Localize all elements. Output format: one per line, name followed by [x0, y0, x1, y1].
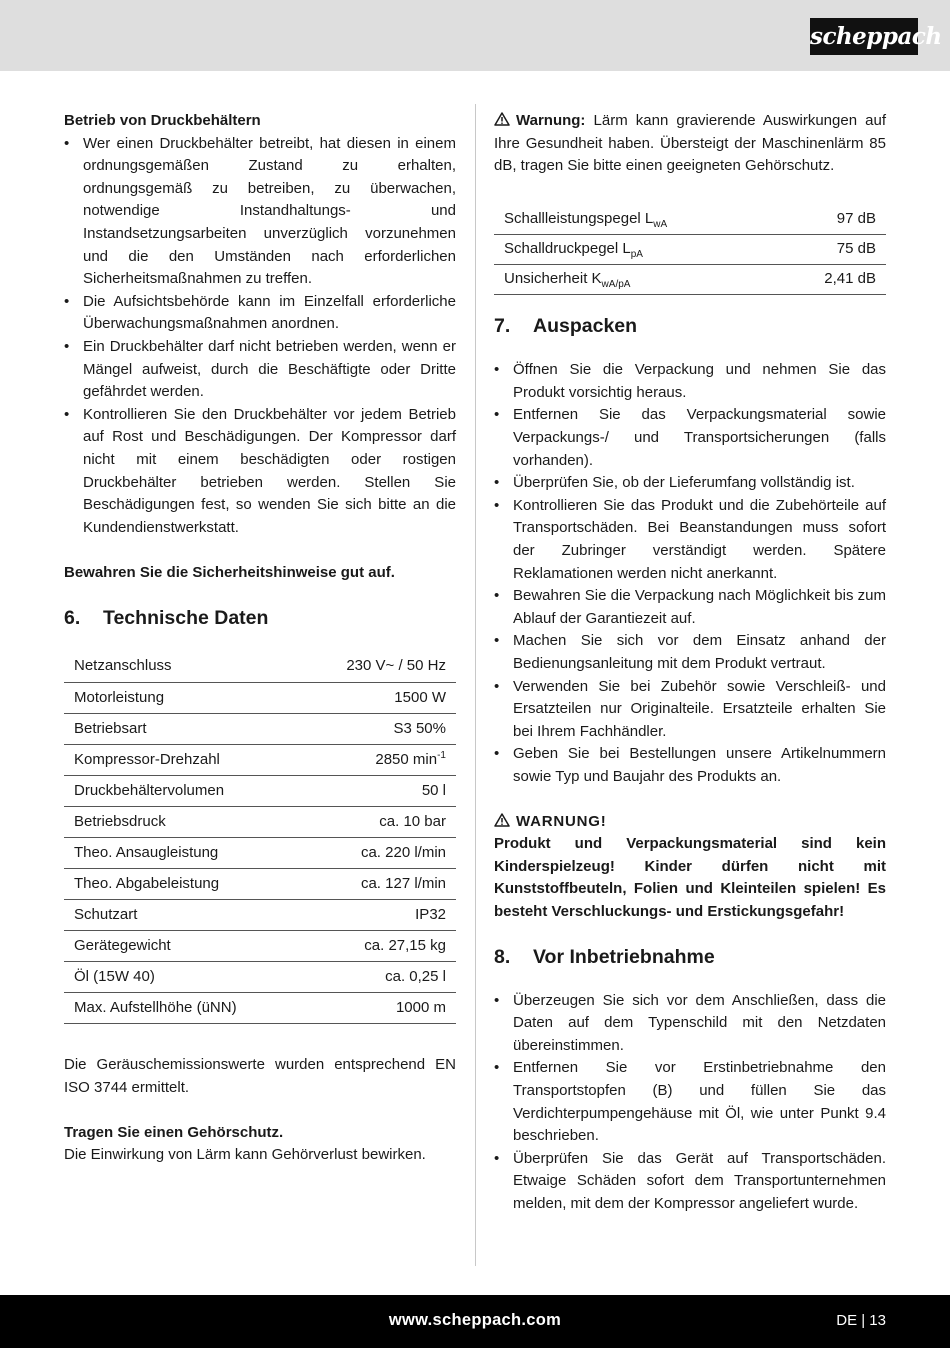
scheppach-logo: scheppach — [810, 18, 918, 55]
keep-notice: Bewahren Sie die Sicherheitshinweise gut auf. — [64, 564, 395, 582]
row-label — [494, 265, 776, 295]
hearing-protection-text: Die Einwirkung von Lärm kann Gehörverlust bewirken. — [64, 1146, 426, 1164]
row-value: ca. 127 l/min — [301, 869, 456, 900]
rpm-value: 2850 min — [375, 751, 438, 769]
warning2-title — [494, 811, 886, 834]
row-value: 75 dB — [776, 235, 886, 265]
table-row — [494, 235, 886, 265]
warning2-label: WARNUNG! — [516, 812, 607, 830]
warning-text: Lärm kann gravierende Auswirkungen auf Ihre Gesundheit haben. Übersteigt der Maschinenlärm 85 dB, tragen Sie bitte einen geeigneten Gehörschutz. — [494, 112, 886, 175]
section-7-heading — [494, 313, 886, 339]
table-row — [64, 651, 456, 683]
row-label: Max. Aufstellhöhe (üNN) — [64, 993, 301, 1024]
table-row — [64, 714, 456, 745]
page-footer — [0, 1295, 950, 1348]
label-text: Schallleistungspegel L — [504, 210, 654, 228]
list-item: • Kontrollieren Sie den Druckbehälter vor jedem Betrieb auf Rost und Beschädigungen. Der Kompressor darf nicht mit einem beschädigten oder rostigen Druckbehälter betrieben werden. Stellen Sie Beschädigungen fest, so wenden Sie sich bitte an die Kundendienstwerkstatt. — [64, 404, 456, 540]
row-value: 1000 m — [301, 993, 456, 1024]
row-label: Kompressor-Drehzahl — [64, 745, 301, 776]
page-number: DE | 13 — [836, 1312, 886, 1329]
row-value: 50 l — [301, 776, 456, 807]
row-label: Motorleistung — [64, 683, 301, 714]
row-value: ca. 220 l/min — [301, 838, 456, 869]
row-value: 230 V~ / 50 Hz — [301, 651, 456, 683]
warning-label: Warnung: — [516, 112, 586, 129]
table-row — [64, 683, 456, 714]
list-item: • Entfernen Sie das Verpackungsmaterial sowie Verpackungs-/ und Transportsicherungen (falls vorhanden). — [494, 404, 886, 472]
list-item: • Öffnen Sie die Verpackung und nehmen Sie das Produkt vorsichtig heraus. — [494, 359, 886, 404]
row-label — [494, 235, 776, 265]
page-header — [0, 0, 950, 71]
website-link[interactable]: www.scheppach.com — [388, 1311, 562, 1329]
right-column — [494, 110, 886, 1215]
row-label: Netzanschluss — [64, 651, 301, 683]
section-8-heading — [494, 944, 886, 970]
row-label: Betriebsdruck — [64, 807, 301, 838]
hearing-protection-heading: Tragen Sie einen Gehörschutz. — [64, 1123, 284, 1141]
table-row — [64, 962, 456, 993]
list-item: • Verwenden Sie bei Zubehör sowie Verschleiß- und Ersatzteilen nur Originalteile. Ersatzteile erhalten Sie bei Ihrem Fachhändler. — [494, 676, 886, 744]
noise-values-table — [494, 205, 886, 296]
list-item: • Bewahren Sie die Verpackung nach Möglichkeit bis zum Ablauf der Garantiezeit auf. — [494, 585, 886, 630]
noise-warning — [494, 110, 886, 178]
table-row — [64, 838, 456, 869]
label-subscript: wA — [653, 219, 668, 231]
druck-heading: Betrieb von Druckbehältern — [64, 112, 261, 129]
row-value: 2,41 dB — [776, 265, 886, 295]
druck-list — [64, 133, 456, 540]
startup-list — [494, 990, 886, 1216]
section-number: 7. — [494, 315, 511, 338]
table-row — [64, 993, 456, 1024]
table-row — [494, 265, 886, 295]
section-number: 6. — [64, 606, 81, 629]
row-label: Schutzart — [64, 900, 301, 931]
list-item: • Machen Sie sich vor dem Einsatz anhand der Bedienungsanleitung mit dem Produkt vertraut. — [494, 630, 886, 675]
warning2-text: Produkt und Verpackungsmaterial sind kein Kinderspielzeug! Kinder dürfen nicht mit Kunststoffbeuteln, Folien und Kleinteilen spielen! Es besteht Verschluckungs- und Erstickungsgefahr! — [494, 835, 886, 920]
row-label: Gerätegewicht — [64, 931, 301, 962]
row-value — [301, 745, 456, 776]
row-label: Betriebsart — [64, 714, 301, 745]
label-text: Schalldruckpegel L — [504, 240, 631, 258]
list-item: • Wer einen Druckbehälter betreibt, hat diesen in einem ordnungsgemäßen Zustand zu erhalten, ordnungsgemäß zu betreiben, zu überwachen, notwendige Instandhaltungs- und Instandsetzungsarbeiten unverzüglich vorzunehmen und die den Umständen nach erforderlichen Sicherheitsmaßnahmen zu treffen. — [64, 133, 456, 291]
list-item: • Die Aufsichtsbehörde kann im Einzelfall erforderliche Überwachungsmaßnahmen anordnen. — [64, 291, 456, 336]
list-item: • Ein Druckbehälter darf nicht betrieben werden, wenn er Mängel aufweist, durch die Beschäftigte oder Dritte gefährdet werden. — [64, 336, 456, 404]
section-title: Auspacken — [533, 315, 638, 338]
row-value: S3 50% — [301, 714, 456, 745]
row-label: Theo. Abgabeleistung — [64, 869, 301, 900]
warning-triangle-icon — [494, 112, 510, 126]
label-subscript: wA/pA — [601, 279, 631, 291]
row-value: ca. 10 bar — [301, 807, 456, 838]
row-label: Theo. Ansaugleistung — [64, 838, 301, 869]
section-6-heading — [64, 605, 456, 631]
table-row — [64, 776, 456, 807]
list-item: • Entfernen Sie vor Erstinbetriebnahme den Transportstopfen (B) und füllen Sie das Verdichterpumpengehäuse mit Öl, wie unter Punkt 9.4 beschrieben. — [494, 1057, 886, 1147]
row-value: ca. 27,15 kg — [301, 931, 456, 962]
section-number: 8. — [494, 945, 511, 968]
table-row — [64, 745, 456, 776]
section-title: Technische Daten — [103, 606, 269, 629]
row-value: 97 dB — [776, 205, 886, 235]
table-row — [64, 869, 456, 900]
list-item: • Überprüfen Sie, ob der Lieferumfang vollständig ist. — [494, 472, 886, 495]
unpack-list — [494, 359, 886, 788]
row-label: Druckbehältervolumen — [64, 776, 301, 807]
warning-triangle-icon — [494, 813, 510, 827]
table-row — [64, 900, 456, 931]
tech-data-table — [64, 651, 456, 1025]
table-row — [494, 205, 886, 235]
row-label: Öl (15W 40) — [64, 962, 301, 993]
list-item: • Überzeugen Sie sich vor dem Anschließen, dass die Daten auf dem Typenschild mit den Netzdaten übereinstimmen. — [494, 990, 886, 1058]
row-value: ca. 0,25 l — [301, 962, 456, 993]
column-divider — [475, 104, 476, 1266]
rpm-exponent: -1 — [437, 750, 446, 762]
list-item: • Überprüfen Sie das Gerät auf Transportschäden. Etwaige Schäden sofort dem Transportunternehmen melden, mit dem der Kompressor angeliefert wurde. — [494, 1148, 886, 1216]
section-title: Vor Inbetriebnahme — [533, 945, 715, 968]
row-value: IP32 — [301, 900, 456, 931]
list-item: • Kontrollieren Sie das Produkt und die Zubehörteile auf Transportschäden. Bei Beanstandungen muss sofort der Zubringer verständigt werden. Spätere Reklamationen werden nicht anerkannt. — [494, 495, 886, 585]
label-text: Unsicherheit K — [504, 270, 602, 288]
label-subscript: pA — [630, 249, 643, 261]
table-row — [64, 807, 456, 838]
table-row — [64, 931, 456, 962]
noise-emission-text: Die Geräuschemissionswerte wurden entsprechend EN ISO 3744 ermittelt. — [64, 1056, 456, 1096]
left-column — [64, 110, 456, 1167]
list-item: • Geben Sie bei Bestellungen unsere Artikelnummern sowie Typ und Baujahr des Produkts an. — [494, 743, 886, 788]
row-value: 1500 W — [301, 683, 456, 714]
row-label — [494, 205, 776, 235]
